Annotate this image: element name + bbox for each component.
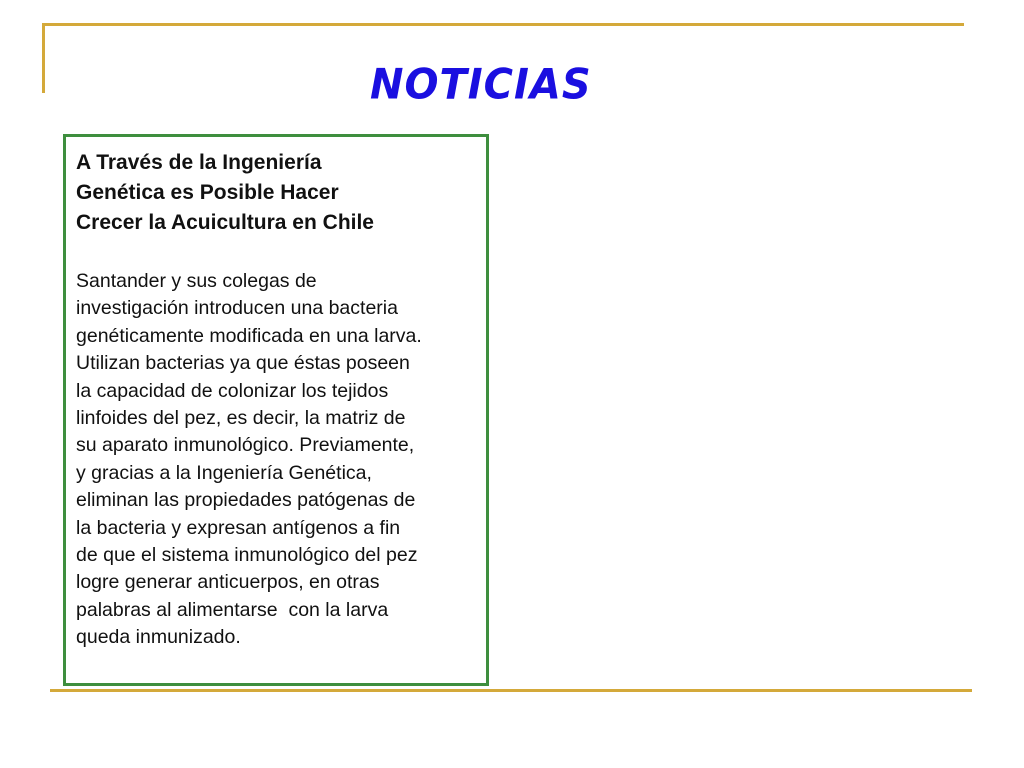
- body-line: Santander y sus colegas de: [76, 270, 317, 292]
- headline-line: Genética es Posible Hacer: [76, 181, 339, 204]
- frame-top-line: [42, 23, 964, 26]
- body-line: y gracias a la Ingeniería Genética,: [76, 461, 372, 484]
- body-line: genéticamente modificada en una larva.: [76, 324, 422, 347]
- body-line: logre generar anticuerpos, en otras: [76, 571, 380, 594]
- article-headline: [76, 148, 476, 238]
- slide-title: NOTICIAS: [370, 60, 592, 110]
- headline-line: A Través de la Ingeniería: [76, 151, 322, 174]
- body-line: palabras al alimentarse con la larva: [76, 598, 389, 621]
- body-line: de que el sistema inmunológico del pez: [76, 544, 418, 567]
- body-line: la bacteria y expresan antígenos a fin: [76, 516, 401, 539]
- body-line: queda inmunizado.: [76, 626, 241, 649]
- news-article-box: [63, 134, 489, 686]
- body-line: su aparato inmunológico. Previamente,: [76, 434, 415, 457]
- body-line: Utilizan bacterias ya que éstas poseen: [76, 352, 410, 375]
- frame-left-line: [42, 23, 45, 93]
- headline-line: Crecer la Acuicultura en Chile: [76, 211, 374, 234]
- body-line: investigación introducen una bacteria: [76, 297, 398, 320]
- body-line: la capacidad de colonizar los tejidos: [76, 379, 389, 402]
- article-body: [76, 268, 476, 652]
- body-line: eliminan las propiedades patógenas de: [76, 489, 416, 512]
- body-line: linfoides del pez, es decir, la matriz de: [76, 407, 406, 430]
- frame-bottom-line: [50, 689, 972, 692]
